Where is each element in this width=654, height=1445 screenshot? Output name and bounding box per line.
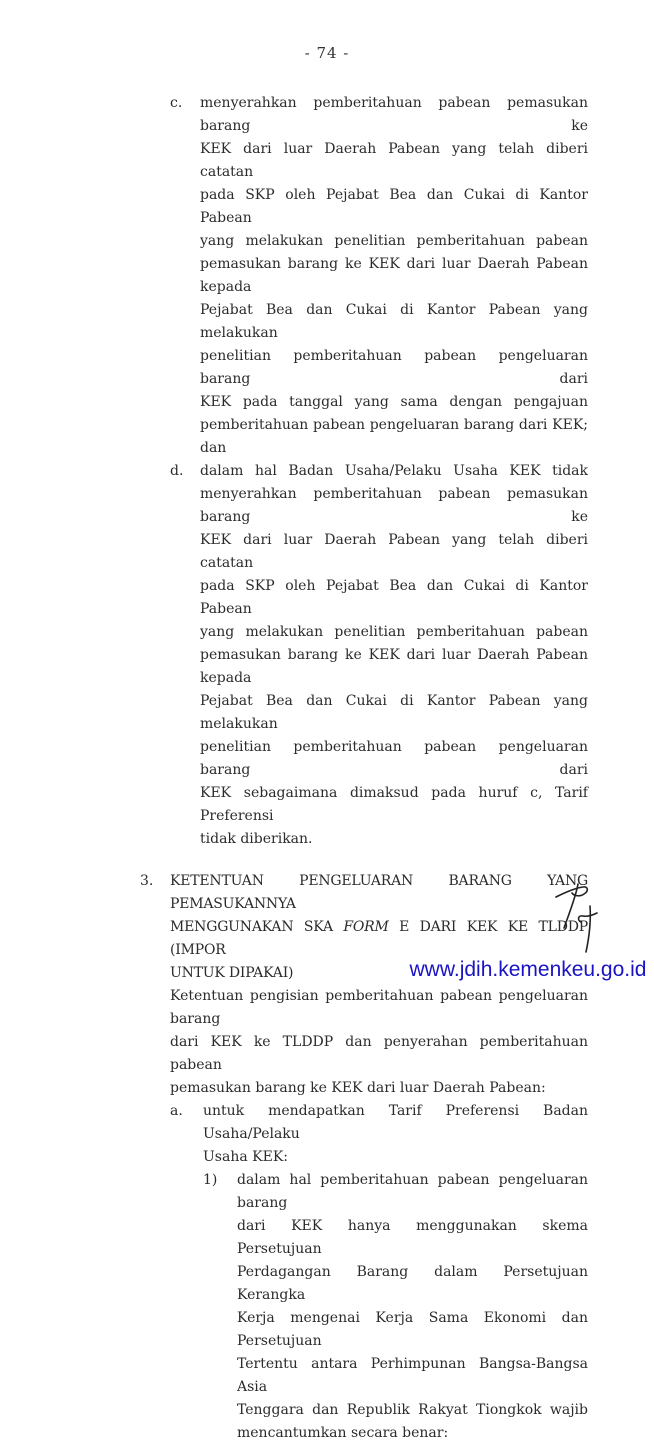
list-item-a (170, 1100, 588, 1445)
list-item-d-text (200, 460, 588, 851)
text-line: KEK dari luar Daerah Pabean yang telah diberi catatan (200, 532, 588, 571)
text-line: KEK dari luar Daerah Pabean yang telah diberi catatan (200, 141, 588, 180)
handwritten-initials-icon (548, 874, 610, 956)
text-line: yang melakukan penelitian pemberitahuan pabean (200, 233, 588, 249)
text-line: pemasukan barang ke KEK dari luar Daerah Pabean: (170, 1080, 546, 1096)
text-line: untuk mendapatkan Tarif Preferensi Badan Usaha/Pelaku (203, 1103, 588, 1142)
text-line: dari KEK hanya menggunakan skema Persetujuan (237, 1218, 588, 1257)
text-line: yang melakukan penelitian pemberitahuan pabean (200, 624, 588, 640)
list-item-1-label: 1) (203, 1172, 218, 1188)
text-line: pada SKP oleh Pejabat Bea dan Cukai di Kantor Pabean (200, 187, 588, 226)
list-item-1-text (237, 1169, 588, 1445)
text-line: pemasukan barang ke KEK dari luar Daerah Pabean kepada (200, 256, 588, 295)
list-item-1 (203, 1169, 588, 1445)
list-item-c-text (200, 92, 588, 460)
page-number: - 74 - (304, 44, 350, 62)
text-line: KEK pada tanggal yang sama dengan pengajuan (200, 394, 588, 410)
list-item-a-body (203, 1100, 588, 1445)
section-3-body (170, 870, 588, 1445)
text-line: Ketentuan pengisian pemberitahuan pabean pengeluaran barang (170, 988, 588, 1027)
text-line: menyerahkan pemberitahuan pabean pemasukan barang ke (200, 95, 588, 134)
list-item-d-label: d. (170, 463, 184, 479)
text-line: MENGGUNAKAN SKA FORM E DARI KEK KE TLDDP (IMPOR (170, 919, 588, 958)
text-line: Perdagangan Barang dalam Persetujuan Kerangka (237, 1264, 588, 1303)
text-line: Tertentu antara Perhimpunan Bangsa-Bangsa Asia (237, 1356, 588, 1395)
text-line: KETENTUAN PENGELUARAN BARANG YANG PEMASUKANNYA (170, 873, 588, 912)
text-line: UNTUK DIPAKAI) (170, 965, 294, 981)
section-3 (140, 870, 590, 1445)
text-line: penelitian pemberitahuan pabean pengeluaran barang dari (200, 739, 588, 778)
text-line: Kerja mengenai Kerja Sama Ekonomi dan Persetujuan (237, 1310, 588, 1349)
list-item-a-label: a. (170, 1103, 183, 1119)
text-line: KEK sebagaimana dimaksud pada huruf c, Tarif Preferensi (200, 785, 588, 824)
footer-url-link[interactable]: www.jdih.kemenkeu.go.id (409, 958, 647, 981)
list-item-c (170, 92, 590, 460)
text-line: penelitian pemberitahuan pabean pengeluaran barang dari (200, 348, 588, 387)
text-line: menyerahkan pemberitahuan pabean pemasukan barang ke (200, 486, 588, 525)
text-line: pada SKP oleh Pejabat Bea dan Cukai di Kantor Pabean (200, 578, 588, 617)
text-line: dalam hal Badan Usaha/Pelaku Usaha KEK tidak (200, 463, 588, 479)
section-3-intro (170, 985, 588, 1100)
section-3-label: 3. (140, 873, 154, 889)
document-body (140, 92, 590, 1445)
text-line: dari KEK ke TLDDP dan penyerahan pemberitahuan pabean (170, 1034, 588, 1073)
text-line: tidak diberikan. (200, 831, 313, 847)
text-line: pemasukan barang ke KEK dari luar Daerah Pabean kepada (200, 647, 588, 686)
text-line: Usaha KEK: (203, 1149, 288, 1165)
text-line: pemberitahuan pabean pengeluaran barang dari KEK; dan (200, 417, 588, 456)
list-item-a-text (203, 1100, 588, 1169)
list-item-d (170, 460, 590, 851)
text-line: Pejabat Bea dan Cukai di Kantor Pabean yang melakukan (200, 693, 588, 732)
text-line: dalam hal pemberitahuan pabean pengeluaran barang (237, 1172, 588, 1211)
text-line: Tenggara dan Republik Rakyat Tiongkok wajib (237, 1402, 588, 1418)
list-item-c-label: c. (170, 95, 183, 111)
text-line: Pejabat Bea dan Cukai di Kantor Pabean yang melakukan (200, 302, 588, 341)
text-line: mencantumkan secara benar: (237, 1425, 449, 1441)
